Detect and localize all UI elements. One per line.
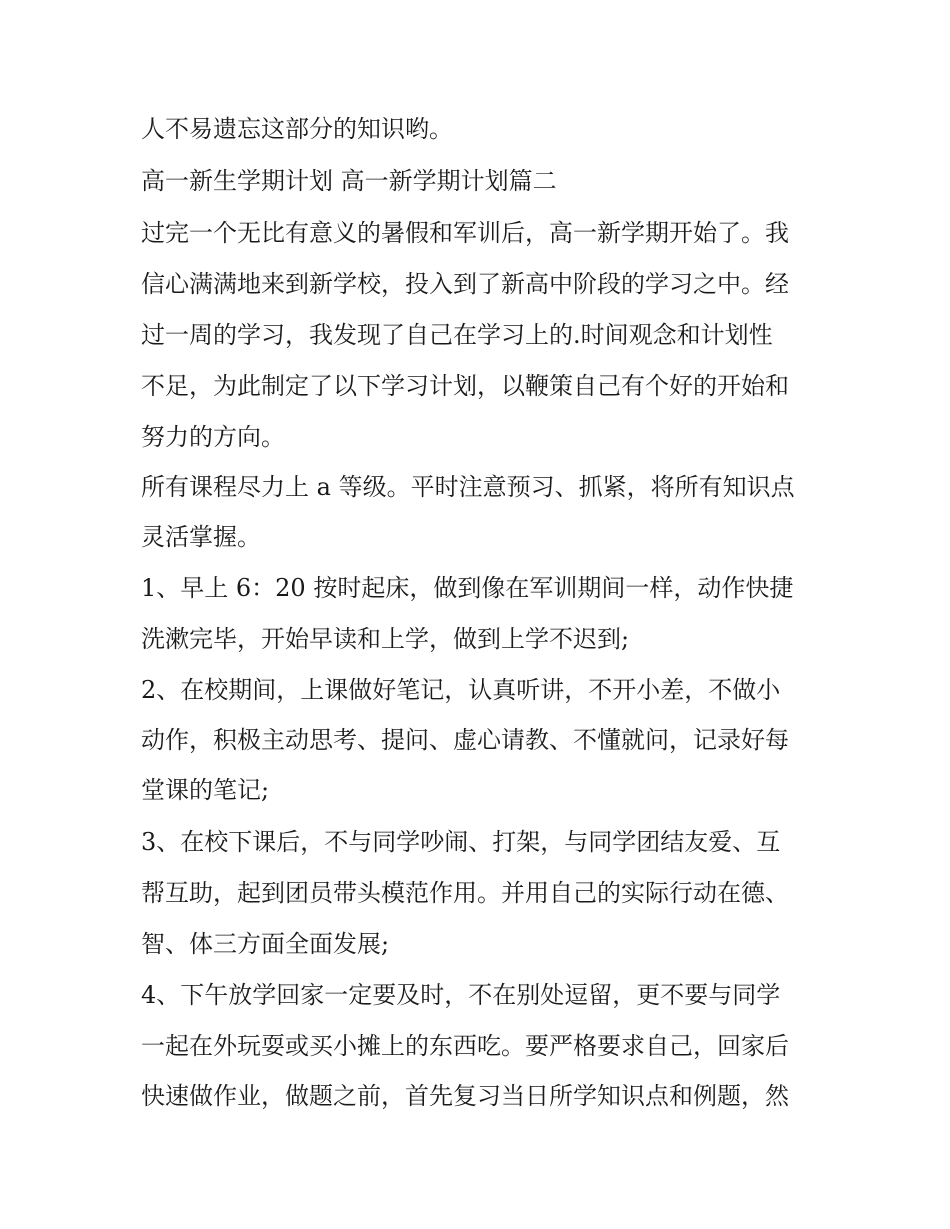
text-line: 过完一个无比有意义的暑假和军训后，高一新学期开始了。我 <box>141 219 789 247</box>
text-line: 不足，为此制定了以下学习计划，以鞭策自己有个好的开始和 <box>141 372 789 400</box>
text-line: 一起在外玩耍或买小摊上的东西吃。要严格要求自己，回家后 <box>141 1032 789 1060</box>
text-line: 所有课程尽力上 a 等级。平时注意预习、抓紧，将所有知识点 <box>141 473 795 501</box>
text-line: 努力的方向。 <box>141 423 285 451</box>
text-line: 洗漱完毕，开始早读和上学，做到上学不迟到; <box>141 625 630 653</box>
list-item-4: 4、下午放学回家一定要及时，不在别处逗留，更不要与同学 <box>141 981 781 1009</box>
list-item-1: 1、早上 6：20 按时起床，做到像在军训期间一样，动作快捷 <box>141 574 794 602</box>
section-heading: 高一新生学期计划 高一新学期计划篇二 <box>141 167 557 195</box>
text-line: 人不易遗忘这部分的知识哟。 <box>141 115 453 143</box>
text-line: 智、体三方面全面发展; <box>141 930 390 958</box>
text-line: 信心满满地来到新学校，投入到了新高中阶段的学习之中。经 <box>141 270 789 298</box>
text-line: 快速做作业，做题之前，首先复习当日所学知识点和例题，然 <box>141 1082 789 1110</box>
text-line: 灵活掌握。 <box>141 523 261 551</box>
text-line: 堂课的笔记; <box>141 776 270 804</box>
list-item-2: 2、在校期间，上课做好笔记，认真听讲，不开小差，不做小 <box>141 676 781 704</box>
text-line: 帮互助，起到团员带头模范作用。并用自己的实际行动在德、 <box>141 879 789 907</box>
list-item-3: 3、在校下课后，不与同学吵闹、打架，与同学团结友爱、互 <box>141 828 781 856</box>
text-line: 动作，积极主动思考、提问、虚心请教、不懂就问，记录好每 <box>141 726 789 754</box>
text-line: 过一周的学习，我发现了自己在学习上的.时间观念和计划性 <box>141 321 773 349</box>
